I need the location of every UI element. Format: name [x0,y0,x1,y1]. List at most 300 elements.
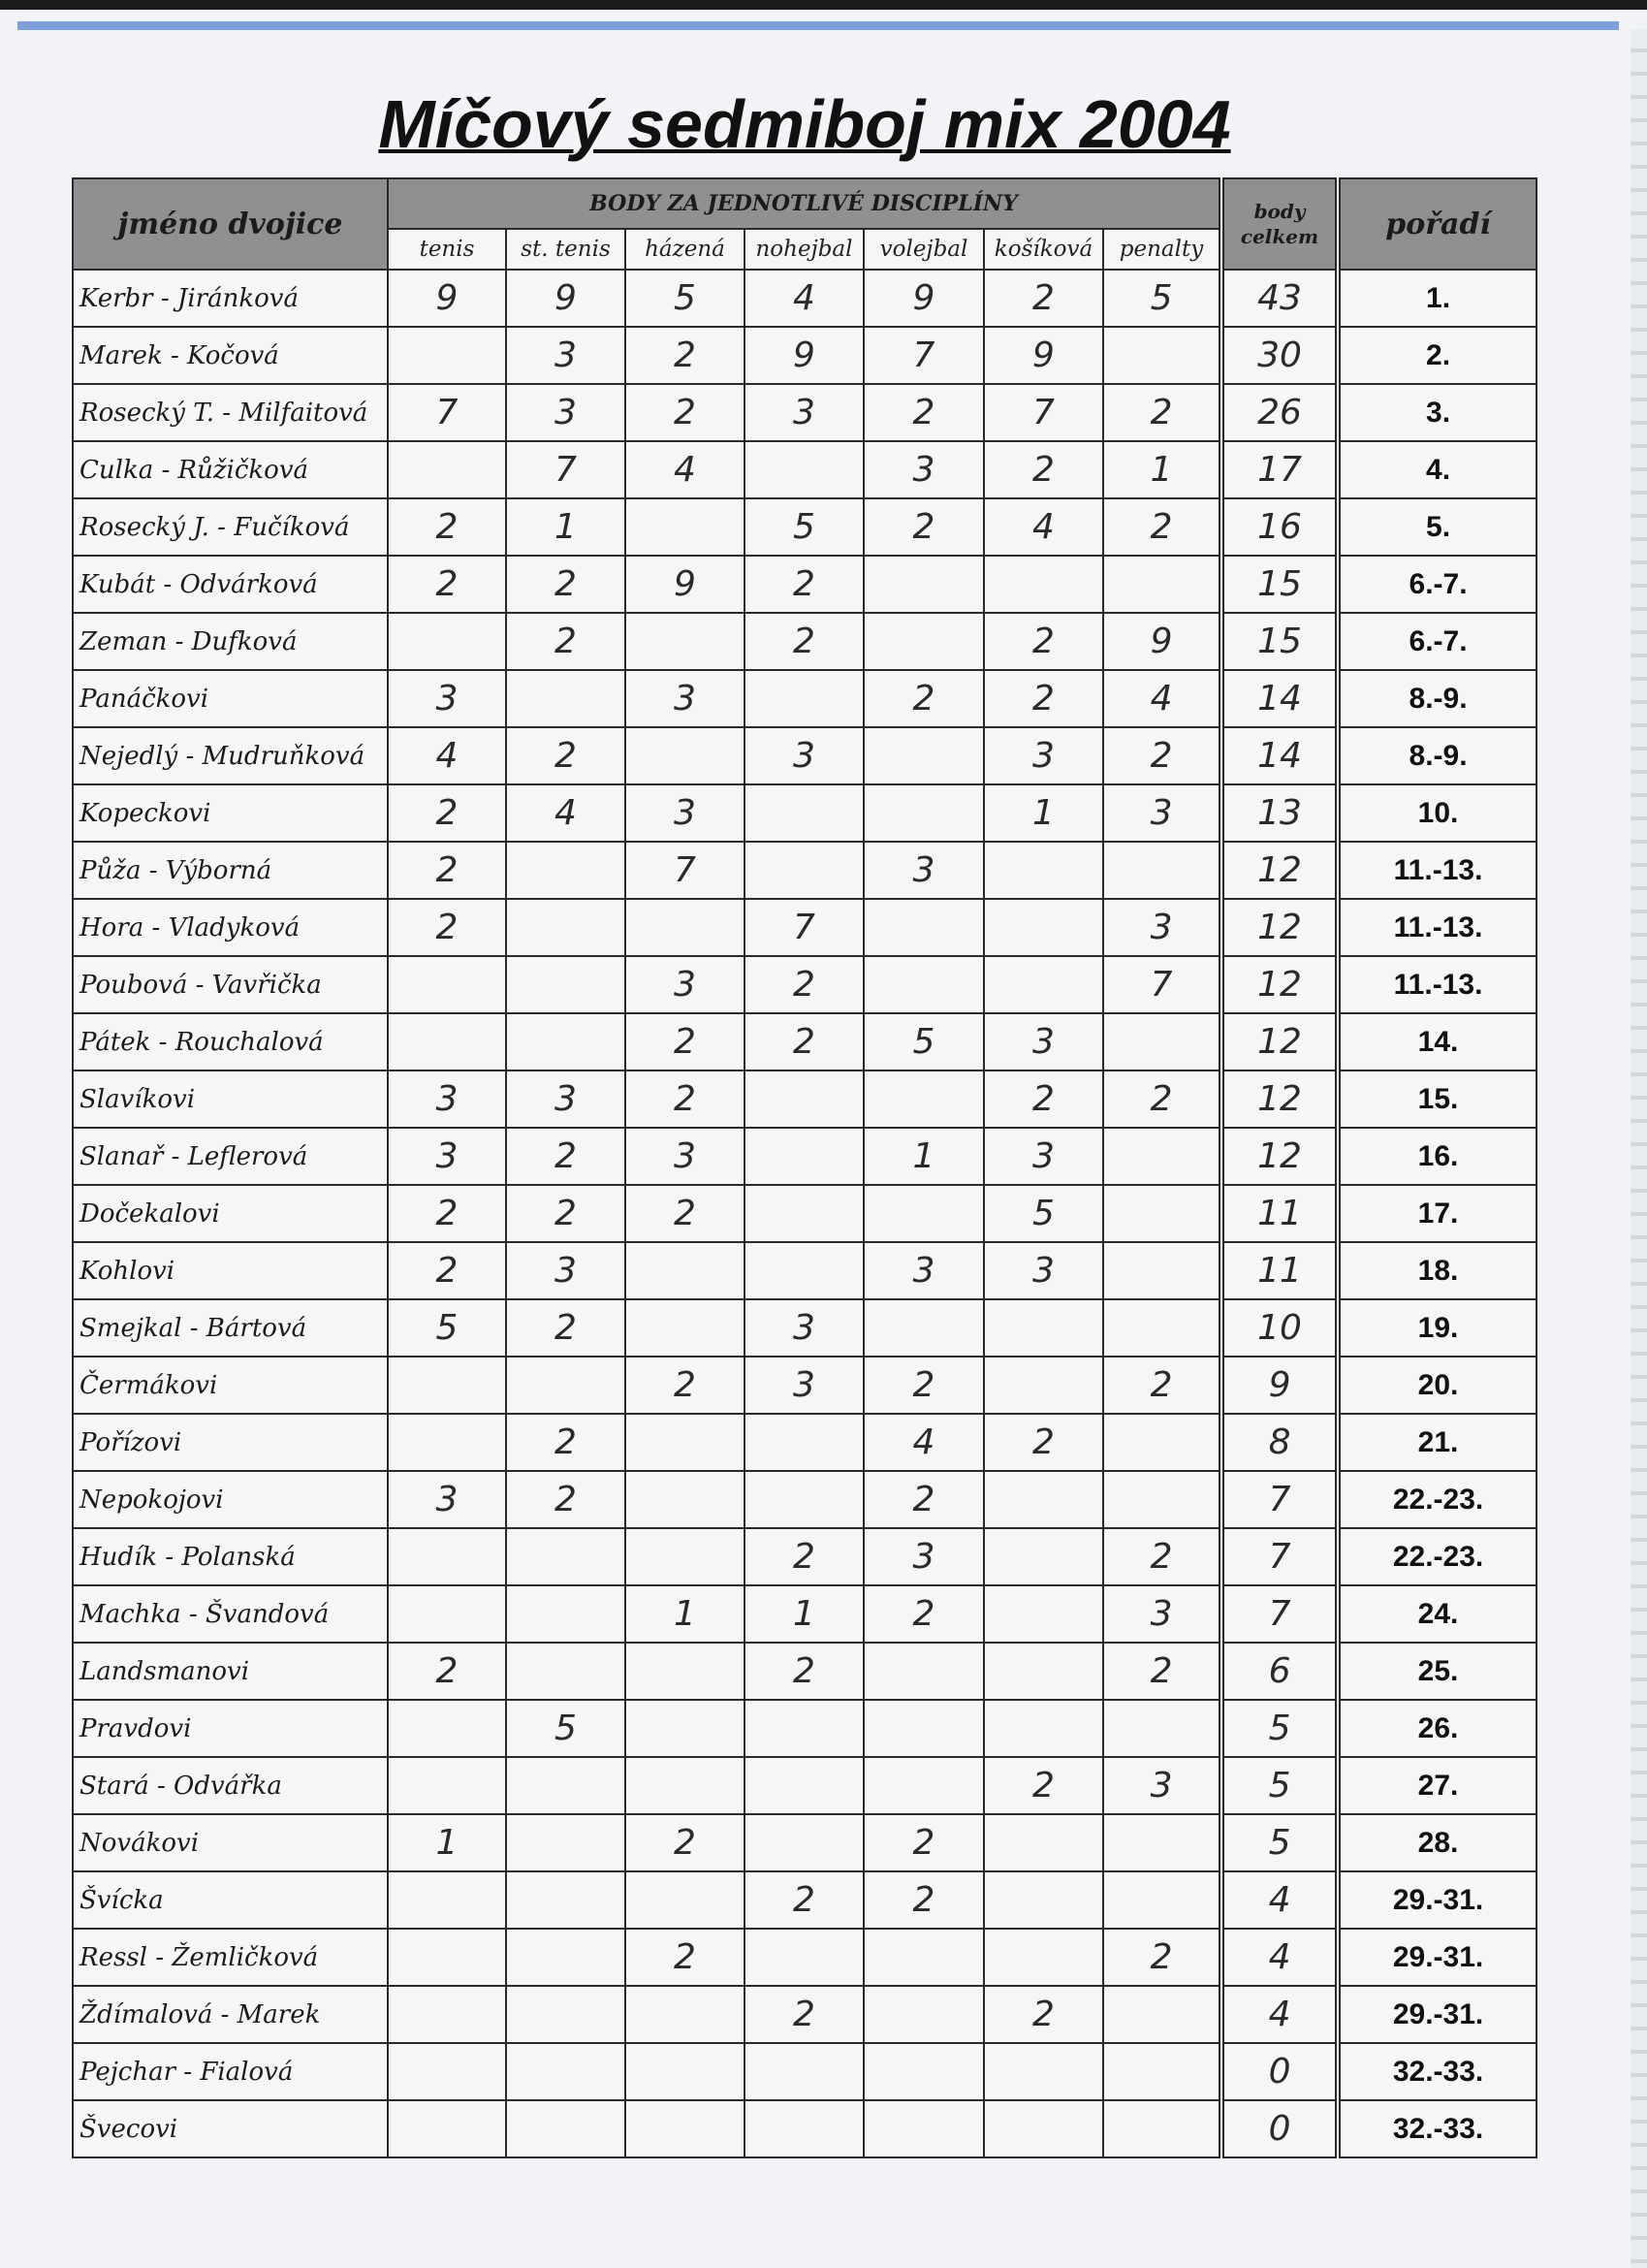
total-cell: 7 [1221,1528,1338,1585]
total-cell: 12 [1221,1128,1338,1185]
pair-name-header: jméno dvojice [73,178,388,270]
score-cell [984,1585,1103,1643]
score-cell: 9 [744,327,864,384]
rank-cell: 29.-31. [1338,1986,1536,2043]
score-cell: 1 [388,1814,506,1871]
score-cell: 2 [506,1128,625,1185]
score-cell: 9 [864,270,984,327]
score-cell [864,2043,984,2100]
score-cell: 3 [506,1242,625,1299]
total-cell: 5 [1221,1700,1338,1757]
pair-name-cell: Nepokojovi [73,1471,388,1528]
score-cell [1103,1185,1221,1242]
score-cell [984,1471,1103,1528]
score-cell [625,1414,744,1471]
score-cell: 2 [506,727,625,784]
total-cell: 26 [1221,384,1338,441]
score-cell: 2 [984,670,1103,727]
score-cell [984,1814,1103,1871]
score-cell: 3 [744,1357,864,1414]
score-cell [388,1757,506,1814]
score-cell [744,1128,864,1185]
rank-cell: 3. [1338,384,1536,441]
score-cell [625,1643,744,1700]
score-cell [864,1700,984,1757]
score-cell: 4 [864,1414,984,1471]
score-cell [984,556,1103,613]
score-cell [506,1528,625,1585]
score-cell: 2 [1103,1357,1221,1414]
score-cell: 7 [506,441,625,498]
score-cell [625,2100,744,2157]
score-cell: 3 [388,1471,506,1528]
table-row [73,1185,1536,1242]
score-cell [1103,1242,1221,1299]
score-cell [984,1357,1103,1414]
score-cell: 9 [388,270,506,327]
score-cell [506,1357,625,1414]
table-row [73,670,1536,727]
score-cell: 7 [744,899,864,956]
table-row [73,1986,1536,2043]
pair-name-cell: Rosecký T. - Milfaitová [73,384,388,441]
pair-name-cell: Novákovi [73,1814,388,1871]
rank-cell: 29.-31. [1338,1871,1536,1929]
score-cell: 3 [388,670,506,727]
score-cell [744,1757,864,1814]
total-cell: 14 [1221,727,1338,784]
table-row [73,784,1536,842]
score-cell: 3 [625,956,744,1013]
total-cell: 15 [1221,613,1338,670]
score-cell [864,784,984,842]
table-row [73,441,1536,498]
score-cell [1103,327,1221,384]
score-cell [388,1528,506,1585]
score-cell [506,956,625,1013]
score-cell [744,1471,864,1528]
binder-edge [1631,29,1647,2268]
table-row [73,727,1536,784]
score-cell: 1 [506,498,625,556]
score-cell [506,1013,625,1070]
score-cell [506,1871,625,1929]
scan-top-edge [0,0,1647,10]
pair-name-cell: Ždímalová - Marek [73,1986,388,2043]
table-row [73,2043,1536,2100]
total-cell: 7 [1221,1471,1338,1528]
score-cell [864,1757,984,1814]
total-header [1221,178,1338,270]
score-cell [1103,1414,1221,1471]
score-cell [1103,1871,1221,1929]
pair-name-cell: Panáčkovi [73,670,388,727]
score-cell [744,1700,864,1757]
score-cell: 3 [984,1013,1103,1070]
score-cell [506,2043,625,2100]
total-cell: 43 [1221,270,1338,327]
score-cell: 2 [1103,1929,1221,1986]
score-cell [744,1414,864,1471]
score-cell [864,556,984,613]
score-cell: 3 [388,1070,506,1128]
table-row [73,1929,1536,1986]
score-cell [1103,1700,1221,1757]
pair-name-cell: Kubát - Odvárková [73,556,388,613]
score-cell: 9 [625,556,744,613]
score-cell: 3 [744,1299,864,1357]
table-row [73,899,1536,956]
pair-name-cell: Poubová - Vavřička [73,956,388,1013]
rank-header: pořadí [1338,178,1536,270]
score-cell [984,956,1103,1013]
rank-cell: 11.-13. [1338,899,1536,956]
score-cell [388,1986,506,2043]
score-cell [506,1643,625,1700]
score-cell: 2 [744,556,864,613]
pair-name-cell: Dočekalovi [73,1185,388,1242]
table-row [73,1013,1536,1070]
score-cell [864,1643,984,1700]
score-cell [625,498,744,556]
total-cell: 4 [1221,1871,1338,1929]
score-cell: 2 [984,613,1103,670]
score-cell: 3 [864,842,984,899]
total-header-line2: celkem [1240,225,1319,248]
results-body [73,270,1536,2157]
table-row [73,1070,1536,1128]
table-row [73,1643,1536,1700]
rank-cell: 10. [1338,784,1536,842]
pair-name-cell: Kopeckovi [73,784,388,842]
score-cell: 3 [506,384,625,441]
score-cell: 4 [506,784,625,842]
score-cell: 5 [864,1013,984,1070]
total-cell: 4 [1221,1929,1338,1986]
score-cell [506,1814,625,1871]
table-row [73,1357,1536,1414]
score-cell [864,1929,984,1986]
score-cell: 2 [625,1814,744,1871]
score-cell [625,727,744,784]
score-cell: 4 [388,727,506,784]
score-cell: 2 [744,1643,864,1700]
score-cell: 3 [984,1128,1103,1185]
score-cell: 2 [864,670,984,727]
table-row [73,1242,1536,1299]
score-cell: 7 [864,327,984,384]
score-cell: 3 [1103,784,1221,842]
rank-cell: 32.-33. [1338,2043,1536,2100]
score-cell [864,2100,984,2157]
score-cell: 5 [625,270,744,327]
table-row [73,1414,1536,1471]
rank-cell: 22.-23. [1338,1528,1536,1585]
score-cell [1103,1299,1221,1357]
pair-name-cell: Nejedlý - Mudruňková [73,727,388,784]
score-cell: 2 [388,842,506,899]
score-cell [625,1871,744,1929]
score-cell: 2 [388,784,506,842]
rank-cell: 22.-23. [1338,1471,1536,1528]
score-cell [1103,1013,1221,1070]
pair-name-cell: Marek - Kočová [73,327,388,384]
rank-cell: 19. [1338,1299,1536,1357]
score-cell [744,2043,864,2100]
table-row [73,1585,1536,1643]
score-cell: 5 [744,498,864,556]
discipline-header: nohejbal [744,229,864,270]
score-cell: 2 [625,1070,744,1128]
score-cell: 2 [388,1185,506,1242]
pair-name-cell: Slanař - Leflerová [73,1128,388,1185]
pair-name-cell: Čermákovi [73,1357,388,1414]
discipline-header: házená [625,229,744,270]
score-cell [864,1986,984,2043]
score-cell: 2 [744,1013,864,1070]
table-row [73,384,1536,441]
score-cell: 1 [1103,441,1221,498]
score-cell: 2 [864,1814,984,1871]
score-cell [388,613,506,670]
rank-cell: 25. [1338,1643,1536,1700]
rank-cell: 14. [1338,1013,1536,1070]
score-cell: 2 [1103,498,1221,556]
score-cell [388,1013,506,1070]
table-row [73,842,1536,899]
score-cell: 2 [1103,727,1221,784]
score-cell [388,2100,506,2157]
score-cell: 2 [744,1528,864,1585]
rank-cell: 28. [1338,1814,1536,1871]
score-cell: 2 [864,498,984,556]
score-cell: 4 [984,498,1103,556]
score-cell [388,327,506,384]
score-cell: 2 [984,441,1103,498]
score-cell [864,613,984,670]
total-cell: 0 [1221,2043,1338,2100]
rank-cell: 18. [1338,1242,1536,1299]
rank-cell: 16. [1338,1128,1536,1185]
score-cell [625,1471,744,1528]
score-cell [984,1643,1103,1700]
pair-name-cell: Švícka [73,1871,388,1929]
table-row [73,1814,1536,1871]
score-cell: 1 [625,1585,744,1643]
score-cell: 2 [864,1585,984,1643]
score-cell [1103,556,1221,613]
table-row [73,270,1536,327]
score-cell: 3 [625,1128,744,1185]
score-cell: 2 [388,498,506,556]
score-cell [388,1414,506,1471]
table-row [73,1471,1536,1528]
pair-name-cell: Landsmanovi [73,1643,388,1700]
score-cell: 1 [864,1128,984,1185]
table-row [73,1757,1536,1814]
total-cell: 12 [1221,1070,1338,1128]
score-cell [744,1814,864,1871]
score-cell [506,899,625,956]
score-cell: 2 [388,1242,506,1299]
table-row [73,1700,1536,1757]
score-cell: 2 [388,899,506,956]
score-cell [864,1070,984,1128]
score-cell: 5 [506,1700,625,1757]
score-cell: 3 [864,1242,984,1299]
score-cell [506,1986,625,2043]
pair-name-cell: Culka - Růžičková [73,441,388,498]
pair-name-cell: Stará - Odvářka [73,1757,388,1814]
score-cell: 2 [506,1471,625,1528]
table-row [73,1128,1536,1185]
score-cell [388,1700,506,1757]
total-cell: 6 [1221,1643,1338,1700]
score-cell [864,899,984,956]
score-cell: 2 [625,1929,744,1986]
table-row [73,498,1536,556]
rank-cell: 24. [1338,1585,1536,1643]
discipline-header: st. tenis [506,229,625,270]
pair-name-cell: Švecovi [73,2100,388,2157]
score-cell: 4 [1103,670,1221,727]
score-cell: 3 [744,384,864,441]
score-cell: 1 [744,1585,864,1643]
score-cell [506,842,625,899]
score-cell: 2 [864,1871,984,1929]
score-cell: 3 [625,784,744,842]
score-cell: 2 [506,613,625,670]
total-cell: 11 [1221,1242,1338,1299]
total-cell: 30 [1221,327,1338,384]
score-cell [388,2043,506,2100]
rank-cell: 4. [1338,441,1536,498]
total-cell: 0 [1221,2100,1338,2157]
pair-name-cell: Smejkal - Bártová [73,1299,388,1357]
score-cell [744,1929,864,1986]
score-cell: 2 [625,384,744,441]
total-cell: 5 [1221,1757,1338,1814]
score-cell [388,1871,506,1929]
pair-name-cell: Pořízovi [73,1414,388,1471]
score-cell: 3 [506,1070,625,1128]
total-cell: 17 [1221,441,1338,498]
score-cell: 2 [744,1986,864,2043]
score-cell: 2 [984,270,1103,327]
rank-cell: 8.-9. [1338,670,1536,727]
total-cell: 9 [1221,1357,1338,1414]
total-cell: 11 [1221,1185,1338,1242]
score-cell [744,1185,864,1242]
rank-cell: 27. [1338,1757,1536,1814]
score-cell: 9 [506,270,625,327]
score-cell: 2 [1103,1070,1221,1128]
rank-cell: 20. [1338,1357,1536,1414]
score-cell: 2 [744,613,864,670]
pair-name-cell: Zeman - Dufková [73,613,388,670]
pair-name-cell: Pejchar - Fialová [73,2043,388,2100]
score-cell: 2 [864,1357,984,1414]
score-cell: 3 [1103,1757,1221,1814]
total-cell: 12 [1221,956,1338,1013]
score-cell [744,784,864,842]
pair-name-cell: Pravdovi [73,1700,388,1757]
score-cell: 2 [984,1414,1103,1471]
score-cell: 4 [744,270,864,327]
score-cell: 7 [388,384,506,441]
score-cell [388,1357,506,1414]
score-cell [864,1185,984,1242]
score-cell: 5 [1103,270,1221,327]
score-cell [744,1070,864,1128]
score-cell [744,842,864,899]
score-cell: 2 [388,556,506,613]
total-cell: 5 [1221,1814,1338,1871]
score-cell: 4 [625,441,744,498]
score-cell [864,956,984,1013]
pair-name-cell: Rosecký J. - Fučíková [73,498,388,556]
total-cell: 4 [1221,1986,1338,2043]
pair-name-cell: Půža - Výborná [73,842,388,899]
score-cell: 2 [984,1070,1103,1128]
score-cell [625,1757,744,1814]
total-cell: 12 [1221,899,1338,956]
score-cell: 3 [864,1528,984,1585]
score-cell: 1 [984,784,1103,842]
pair-name-cell: Hudík - Polanská [73,1528,388,1585]
total-cell: 12 [1221,1013,1338,1070]
score-cell: 3 [1103,1585,1221,1643]
score-cell [744,670,864,727]
score-cell [625,1986,744,2043]
score-cell [984,1299,1103,1357]
score-cell [984,2100,1103,2157]
score-cell [625,613,744,670]
score-cell [1103,2100,1221,2157]
rank-cell: 21. [1338,1414,1536,1471]
score-cell: 3 [388,1128,506,1185]
score-cell: 7 [1103,956,1221,1013]
score-cell: 3 [864,441,984,498]
pair-name-cell: Pátek - Rouchalová [73,1013,388,1070]
page-top-rule [17,21,1619,30]
score-cell: 2 [625,327,744,384]
pair-name-cell: Slavíkovi [73,1070,388,1128]
score-cell [1103,1471,1221,1528]
rank-cell: 26. [1338,1700,1536,1757]
score-cell [625,1528,744,1585]
rank-cell: 11.-13. [1338,956,1536,1013]
score-cell [864,1299,984,1357]
score-cell [744,441,864,498]
discipline-header: volejbal [864,229,984,270]
score-cell: 2 [1103,384,1221,441]
score-cell [1103,1814,1221,1871]
score-cell [506,1585,625,1643]
score-cell [625,1299,744,1357]
score-cell: 2 [625,1185,744,1242]
score-cell [625,1700,744,1757]
score-cell: 3 [984,1242,1103,1299]
score-cell [1103,1986,1221,2043]
disciplines-header: BODY ZA JEDNOTLIVÉ DISCIPLÍNY [388,178,1221,229]
score-cell [625,2043,744,2100]
score-cell: 3 [1103,899,1221,956]
score-cell: 2 [506,556,625,613]
pair-name-cell: Machka - Švandová [73,1585,388,1643]
score-cell: 2 [388,1643,506,1700]
table-row [73,956,1536,1013]
